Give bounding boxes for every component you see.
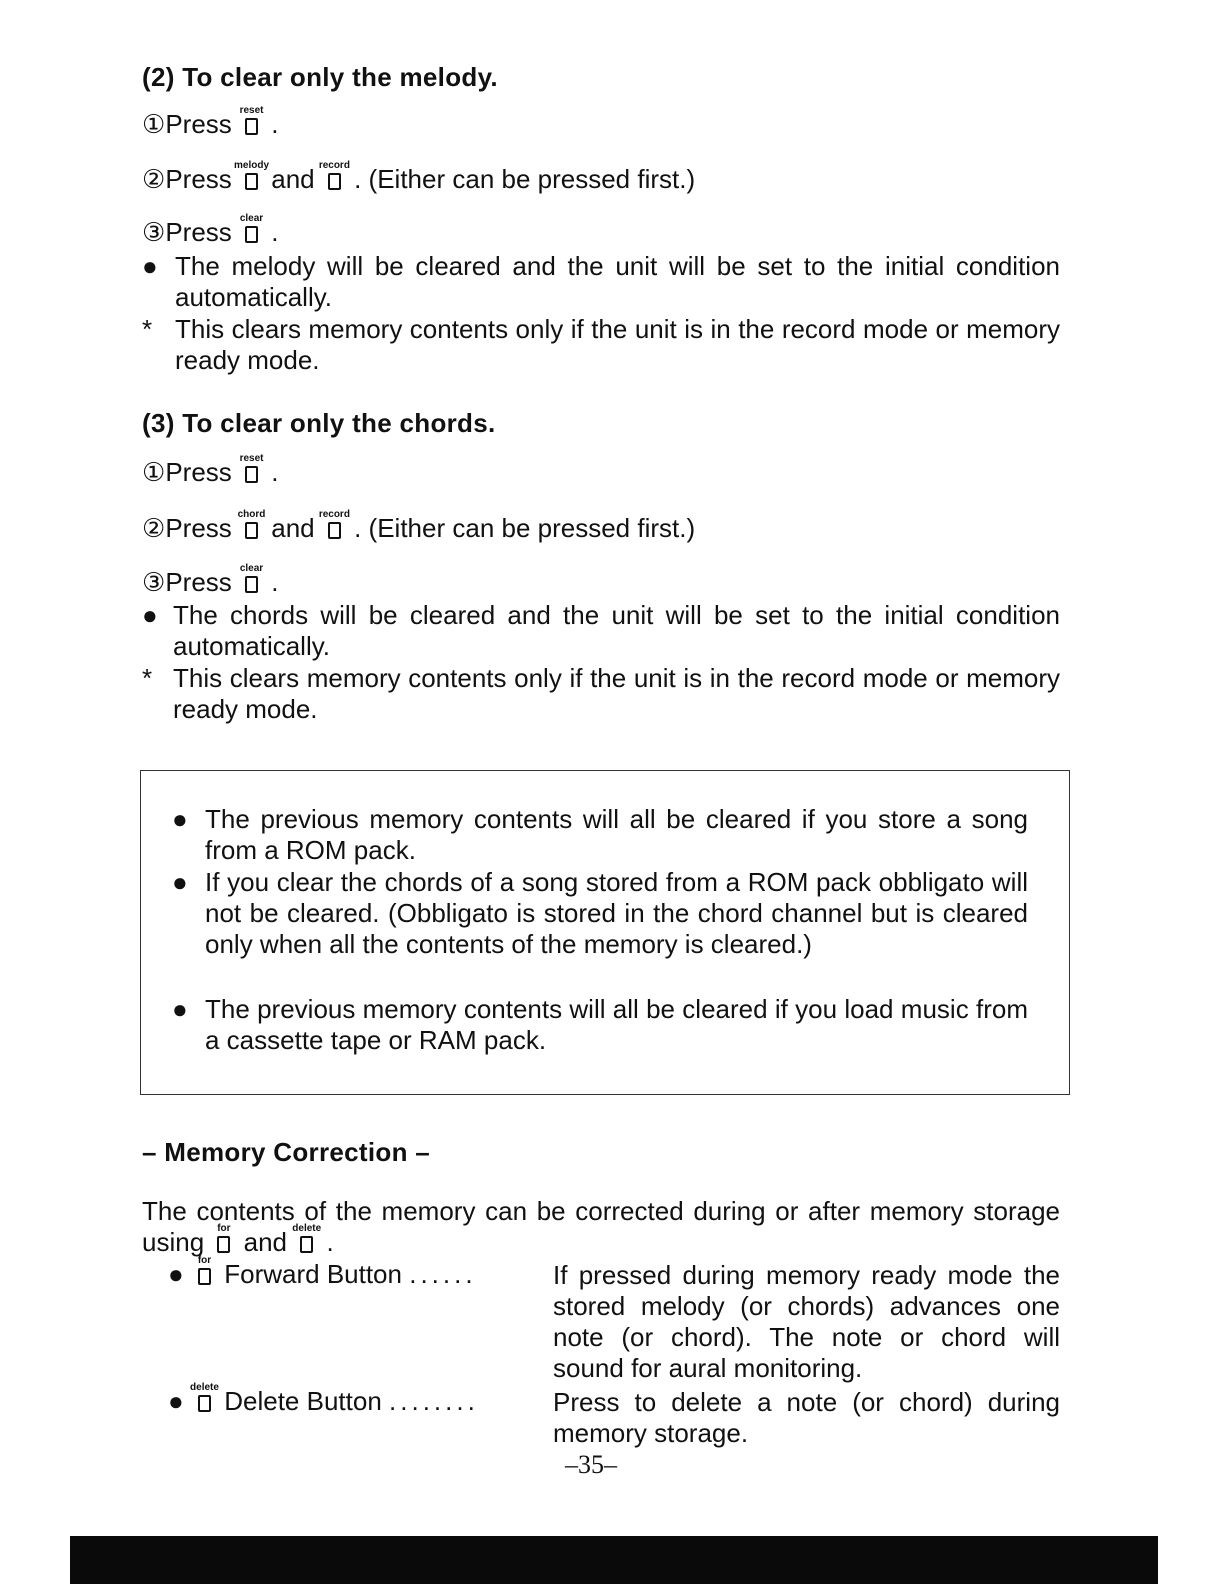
bullet-icon: ●	[168, 1386, 184, 1416]
clear-key-icon: clear	[245, 226, 258, 243]
memory-correction-heading: – Memory Correction –	[142, 1137, 431, 1167]
notice-item: The previous memory contents will all be cleared if you load music from a cassette tape or RAM pack.	[205, 994, 1028, 1055]
section-2-heading: (2) To clear only the melody.	[142, 62, 498, 92]
section-3-step-1: ①Press reset .	[142, 453, 279, 487]
section-2-note: This clears memory contents only if the unit is in the record mode or memory ready mode.	[175, 314, 1060, 375]
section-2-bullet: The melody will be cleared and the unit will be set to the initial condition automatically.	[175, 251, 1060, 312]
chord-key-icon: chord	[245, 522, 258, 539]
clear-key-icon: clear	[245, 576, 258, 593]
section-3-step-2: ②Press chord and record . (Either can be pressed first.)	[142, 509, 696, 543]
section-3-step-3: ③Press clear .	[142, 563, 279, 597]
asterisk-icon: *	[142, 314, 153, 344]
forward-key-icon: for	[217, 1236, 230, 1253]
bullet-icon: ●	[142, 251, 158, 281]
bullet-icon: ●	[172, 804, 188, 834]
forward-button-label: for Forward Button ......	[197, 1255, 477, 1289]
delete-key-icon: delete	[300, 1236, 313, 1253]
page-number: –35–	[565, 1450, 617, 1479]
record-key-icon: record	[328, 522, 341, 539]
forward-key-icon: for	[198, 1268, 211, 1285]
delete-button-description: Press to delete a note (or chord) during memory storage.	[553, 1387, 1060, 1448]
memory-correction-intro: The contents of the memory can be corrected during or after memory storage using for and delete .	[142, 1196, 1060, 1257]
notice-item: If you clear the chords of a song stored from a ROM pack obbligato will not be cleared. (Obbligato is stored in the chord channel but is cleared only when all the contents of the memory is cleared.)	[205, 867, 1028, 959]
section-3-heading: (3) To clear only the chords.	[142, 408, 496, 438]
delete-button-label: delete Delete Button ........	[190, 1382, 479, 1416]
section-2-step-1: ①Press reset .	[142, 105, 279, 139]
reset-key-icon: reset	[245, 466, 258, 483]
bullet-icon: ●	[168, 1259, 184, 1289]
bullet-icon: ●	[142, 600, 158, 630]
bullet-icon: ●	[172, 994, 188, 1024]
bullet-icon: ●	[172, 867, 188, 897]
section-3-bullet: The chords will be cleared and the unit will be set to the initial condition automatically.	[173, 600, 1060, 661]
asterisk-icon: *	[142, 663, 153, 693]
section-3-note: This clears memory contents only if the unit is in the record mode or memory ready mode.	[173, 663, 1060, 724]
forward-button-description: If pressed during memory ready mode the stored melody (or chords) advances one note (or chord). The note or chord will sound for aural monitoring.	[553, 1260, 1060, 1383]
melody-key-icon: melody	[245, 173, 258, 190]
record-key-icon: record	[328, 173, 341, 190]
notice-item: The previous memory contents will all be cleared if you store a song from a ROM pack.	[205, 804, 1028, 865]
delete-key-icon: delete	[198, 1395, 211, 1412]
section-2-step-2: ②Press melody and record . (Either can be pressed first.)	[142, 160, 696, 194]
section-2-step-3: ③Press clear .	[142, 213, 279, 247]
scan-border-bar	[70, 1536, 1158, 1584]
reset-key-icon: reset	[245, 118, 258, 135]
